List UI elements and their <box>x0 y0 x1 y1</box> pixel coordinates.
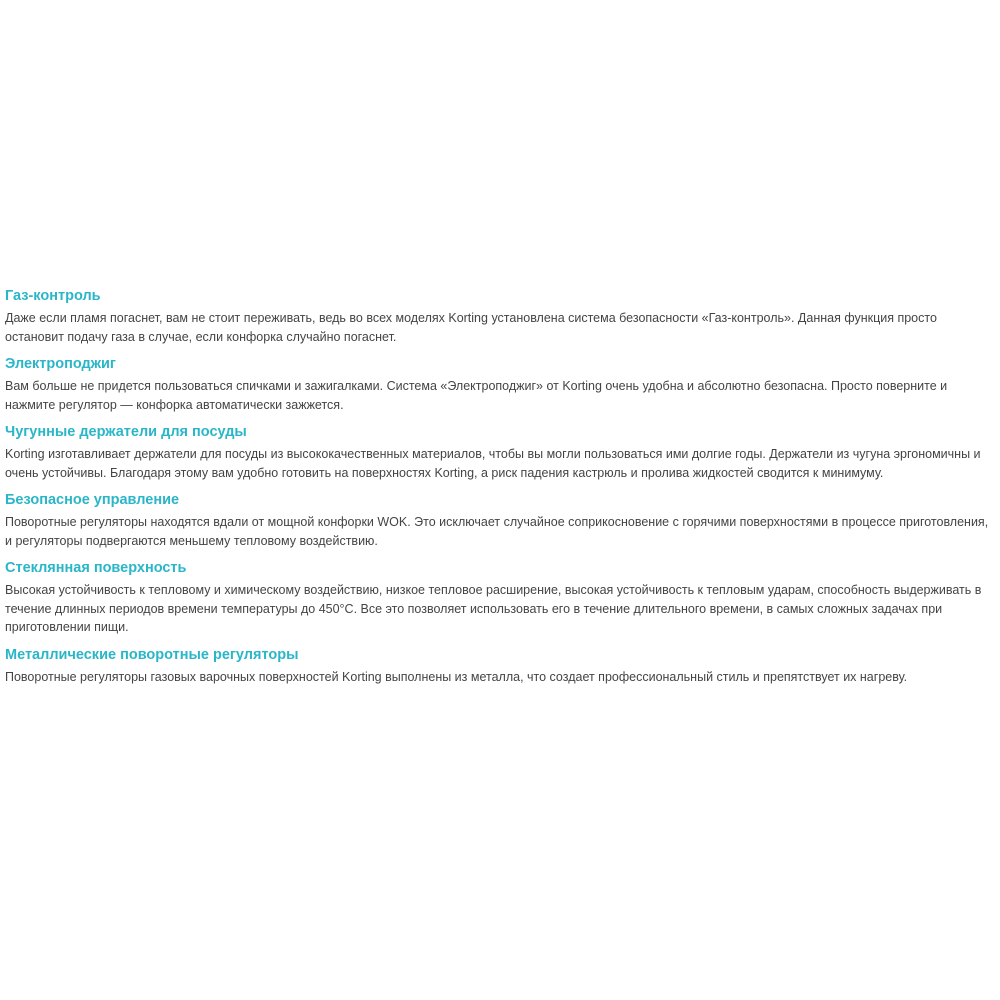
feature-metal-knobs <box>5 646 997 687</box>
feature-glass-surface <box>5 559 997 637</box>
feature-title: Металлические поворотные регуляторы <box>5 646 299 663</box>
feature-title: Газ-контроль <box>5 288 101 304</box>
feature-title: Стеклянная поверхность <box>5 560 187 576</box>
feature-description: Korting изготавливает держатели для посуды из высококачественных материалов, чтобы вы могли пользоваться ими долгие годы. Держатели из чугуна эргономичны и очень устойчивы. Благодаря этому вам удобно готовить на поверхностях Korting, а риск падения кастрюль и пролива жидкостей сводится к минимуму. <box>5 447 981 480</box>
feature-title: Электроподжиг <box>5 356 116 372</box>
feature-description: Поворотные регуляторы газовых варочных поверхностей Korting выполнены из металла, что создает профессиональный стиль и препятствует их нагреву. <box>5 669 908 684</box>
feature-electric-ignition <box>5 355 997 414</box>
feature-gas-control <box>5 287 997 346</box>
feature-title: Чугунные держатели для посуды <box>5 424 247 440</box>
features-content <box>5 287 997 695</box>
feature-description: Вам больше не придется пользоваться спичками и зажигалками. Система «Электроподжиг» от Korting очень удобна и абсолютно безопасна. Просто поверните и нажмите регулятор — конфорка автоматически зажжется. <box>5 379 948 412</box>
feature-description: Поворотные регуляторы находятся вдали от мощной конфорки WOK. Это исключает случайное соприкосновение с горячими поверхностями в процессе приготовления, и регуляторы подвергаются меньшему тепловому воздействию. <box>5 515 989 548</box>
feature-cast-iron-holders <box>5 423 997 482</box>
feature-description: Высокая устойчивость к тепловому и химическому воздействию, низкое тепловое расширение, высокая устойчивость к тепловым ударам, способность выдерживать в течение длинных периодов времени температуры до 450°C. Все это позволяет использовать его в течение длительного времени, в самых сложных задачах при приготовлении пищи. <box>5 583 982 634</box>
feature-title: Безопасное управление <box>5 492 180 508</box>
feature-description: Даже если пламя погаснет, вам не стоит переживать, ведь во всех моделях Korting установлена система безопасности «Газ-контроль». Данная функция просто остановит подачу газа в случае, если конфорка случайно погаснет. <box>5 311 937 344</box>
feature-safe-control <box>5 491 997 550</box>
